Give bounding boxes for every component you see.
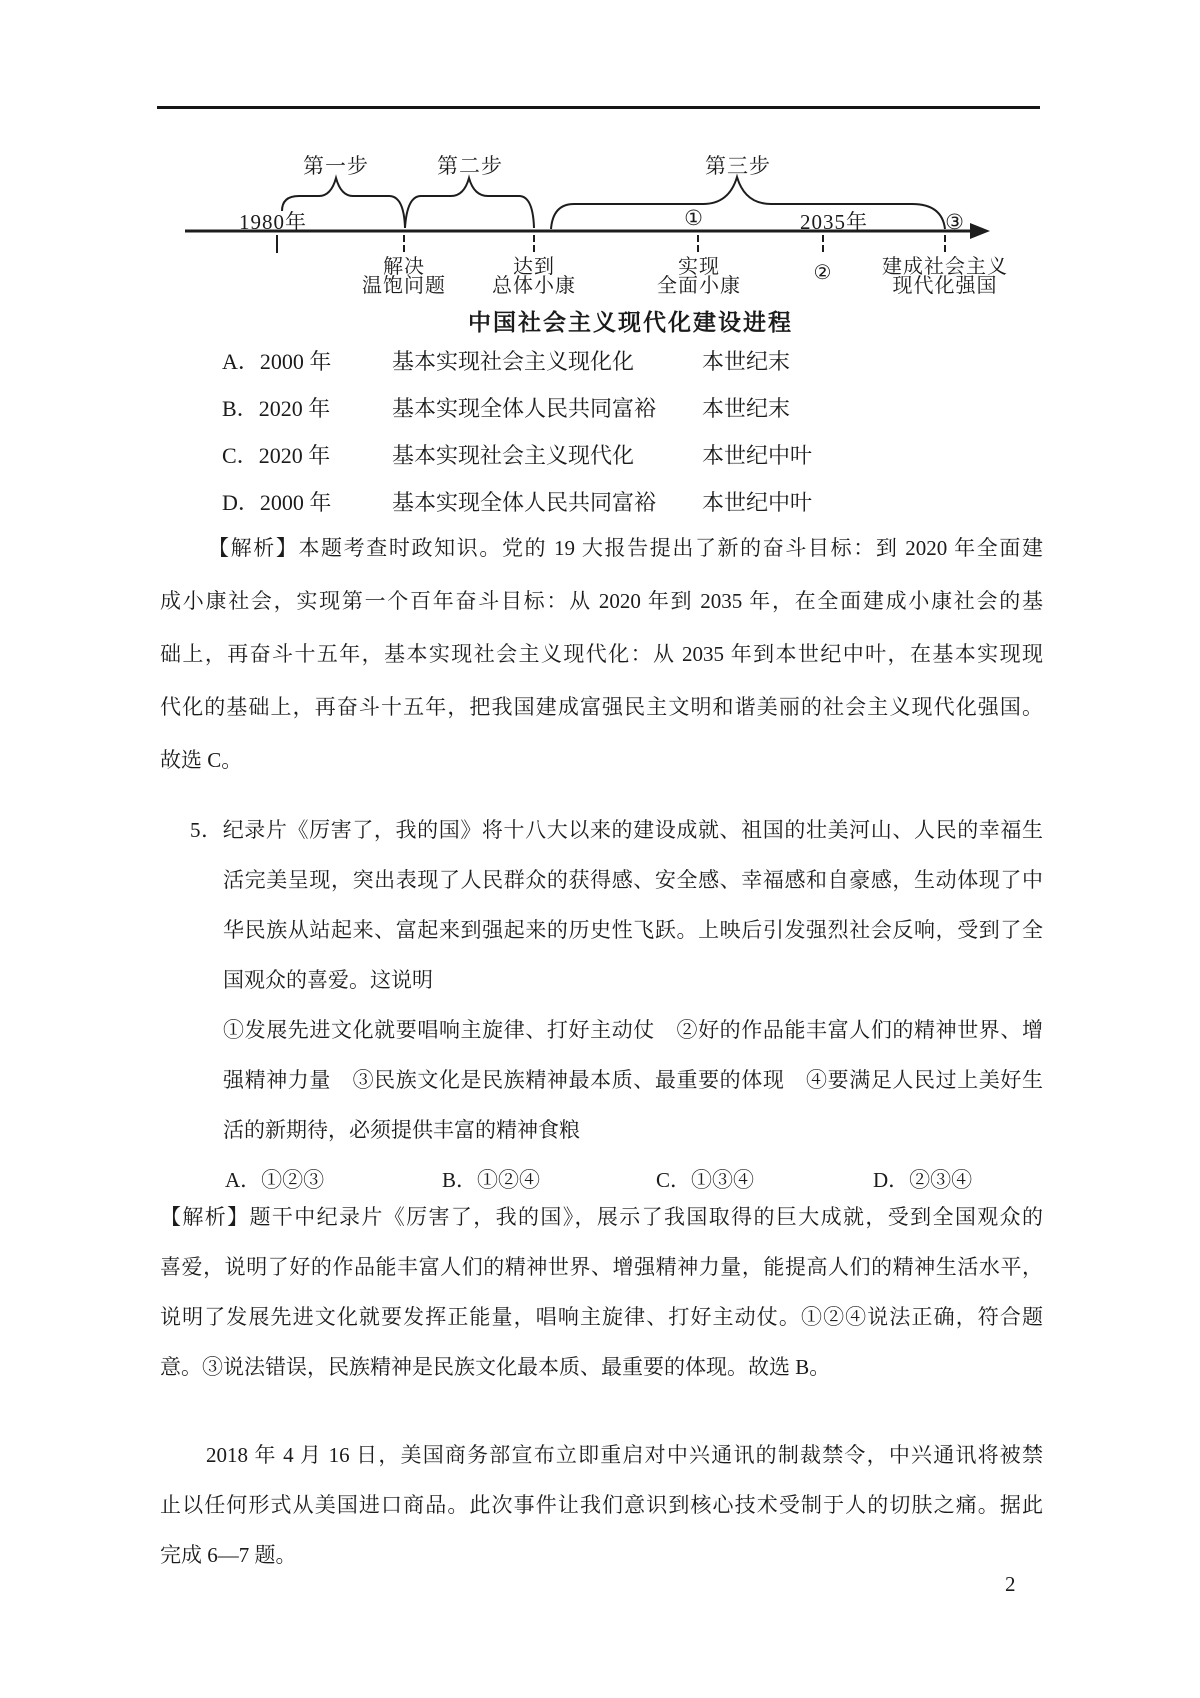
header-rule [157, 106, 1040, 109]
milestone-circle2 [814, 264, 833, 283]
question5-statement1: ①发展先进文化就要唱响主旋律、打好主动仗 ②好的作品能丰富人们的精神世界、增 [223, 1018, 1043, 1042]
brace-step3 [551, 177, 945, 229]
choice-b: B．①②④ [442, 1168, 541, 1192]
analysis5-line3: 说明了发展先进文化就要发挥正能量，唱响主旋律、打好主动仗。①②④说法正确，符合题 [160, 1305, 1043, 1329]
milestone-wenbao-line1: 解决 [383, 256, 425, 278]
axis-label-circle1: ① [684, 206, 704, 230]
analysis5-line1: 【解析】题干中纪录片《厉害了，我的国》，展示了我国取得的巨大成就，受到全国观众的 [160, 1205, 1043, 1229]
option-b-label: B． [222, 396, 259, 421]
milestone-wenbao [362, 258, 446, 296]
timeline-graphics [0, 118, 1200, 304]
passage-6-7 [160, 1430, 1043, 1580]
brace-step2 [405, 178, 534, 228]
question5-line4: 国观众的喜爱。这说明 [223, 968, 433, 992]
passage-line3: 完成 6—7 题。 [160, 1543, 297, 1567]
milestone-qiangguo [882, 258, 1008, 296]
option-c-row [222, 431, 1102, 478]
option-d-time: 本世纪中叶 [702, 490, 813, 515]
question4-analysis [160, 522, 1043, 787]
question5-line1: 5．纪录片《厉害了，我的国》将十八大以来的建设成就、祖国的壮美河山、人民的幸福生 [190, 818, 1043, 842]
option-d-goal: 基本实现全体人民共同富裕 [392, 490, 657, 515]
option-a-label: A． [222, 349, 260, 374]
milestone-circle2-line1: ② [813, 262, 833, 284]
milestone-quanmian-line2: 全面小康 [657, 275, 741, 297]
question5-statement3: 活的新期待，必须提供丰富的精神食粮 [223, 1118, 580, 1142]
option-b-year [222, 392, 392, 423]
passage-line2: 止以任何形式从美国进口商品。此次事件让我们意识到核心技术受制于人的切肤之痛。据此 [160, 1493, 1043, 1517]
option-a-row [222, 337, 1102, 384]
analysis4-line2: 成小康社会，实现第一个百年奋斗目标：从 2020 年到 2035 年，在全面建成小康社会的基 [160, 589, 1043, 613]
option-a-goal: 基本实现社会主义现化化 [392, 349, 635, 374]
option-d-row [222, 478, 1102, 525]
option-d-label: D． [222, 490, 260, 515]
option-b-goal: 基本实现全体人民共同富裕 [392, 396, 657, 421]
axis-arrowhead [970, 223, 990, 239]
step1-label: 第一步 [303, 154, 369, 178]
option-c-label: C． [222, 443, 259, 468]
question5-line2: 活完美呈现，突出表现了人民群众的获得感、安全感、幸福感和自豪感，生动体现了中 [223, 868, 1043, 892]
option-a-time: 本世纪末 [702, 349, 791, 374]
option-a-year-value: 2000 年 [259, 349, 332, 374]
diagram-caption: 中国社会主义现代化建设进程 [468, 310, 793, 335]
choice-a: A．①②③ [225, 1168, 325, 1192]
question5 [160, 805, 1043, 1205]
step2-label: 第二步 [437, 154, 503, 178]
analysis5-line2: 喜爱，说明了好的作品能丰富人们的精神世界、增强精神力量，能提高人们的精神生活水平， [160, 1255, 1043, 1279]
choice-d: D．②③④ [873, 1168, 973, 1192]
option-b-time: 本世纪末 [702, 396, 791, 421]
milestone-zongti-line1: 达到 [513, 256, 555, 278]
analysis4-line4: 代化的基础上，再奋斗十五年，把我国建成富强民主文明和谐美丽的社会主义现代化强国。 [160, 695, 1043, 719]
milestone-quanmian-line1: 实现 [678, 256, 720, 278]
milestone-qiangguo-line2: 现代化强国 [892, 275, 998, 297]
milestone-quanmian [657, 258, 741, 296]
analysis4-line5: 故选 C。 [160, 748, 243, 772]
analysis4-line1: 【解析】本题考查时政知识。党的 19 大报告提出了新的奋斗目标：到 2020 年全面建 [208, 536, 1043, 560]
analysis5-line4: 意。③说法错误，民族精神是民族文化最本质、最重要的体现。故选 B。 [160, 1355, 831, 1379]
milestone-wenbao-line2: 温饱问题 [362, 275, 446, 297]
passage-line1: 2018 年 4 月 16 日，美国商务部宣布立即重启对中兴通讯的制裁禁令，中兴通讯将被禁 [206, 1443, 1043, 1467]
option-b-row [222, 384, 1102, 431]
option-c-year-value: 2020 年 [258, 443, 331, 468]
option-d-year [222, 486, 392, 517]
question5-analysis [160, 1192, 1043, 1392]
milestone-zongti-line2: 总体小康 [492, 275, 576, 297]
question5-line3: 华民族从站起来、富起来到强起来的历史性飞跃。上映后引发强烈社会反响，受到了全 [223, 918, 1043, 942]
option-d-year-value: 2000 年 [259, 490, 332, 515]
question5-statement2: 强精神力量 ③民族文化是民族精神最本质、最重要的体现 ④要满足人民过上美好生 [223, 1068, 1043, 1092]
option-c-time: 本世纪中叶 [702, 443, 813, 468]
option-b-year-value: 2020 年 [258, 396, 331, 421]
analysis4-line3: 础上，再奋斗十五年，基本实现社会主义现代化：从 2035 年到本世纪中叶，在基本实现现 [160, 642, 1043, 666]
option-c-goal: 基本实现社会主义现代化 [392, 443, 635, 468]
axis-label-circle3: ③ [945, 210, 965, 234]
question4-options [222, 337, 1102, 525]
option-c-year [222, 439, 392, 470]
modernization-timeline-diagram [0, 118, 1200, 304]
axis-label-2035: 2035年 [800, 210, 868, 234]
option-a-year [222, 345, 392, 376]
choice-c: C．①③④ [656, 1168, 755, 1192]
milestone-zongti [492, 258, 576, 296]
step3-label: 第三步 [705, 154, 771, 178]
axis-label-1980: 1980年 [239, 210, 307, 234]
page-number: 2 [1005, 1572, 1016, 1596]
milestone-qiangguo-line1: 建成社会主义 [882, 256, 1008, 278]
